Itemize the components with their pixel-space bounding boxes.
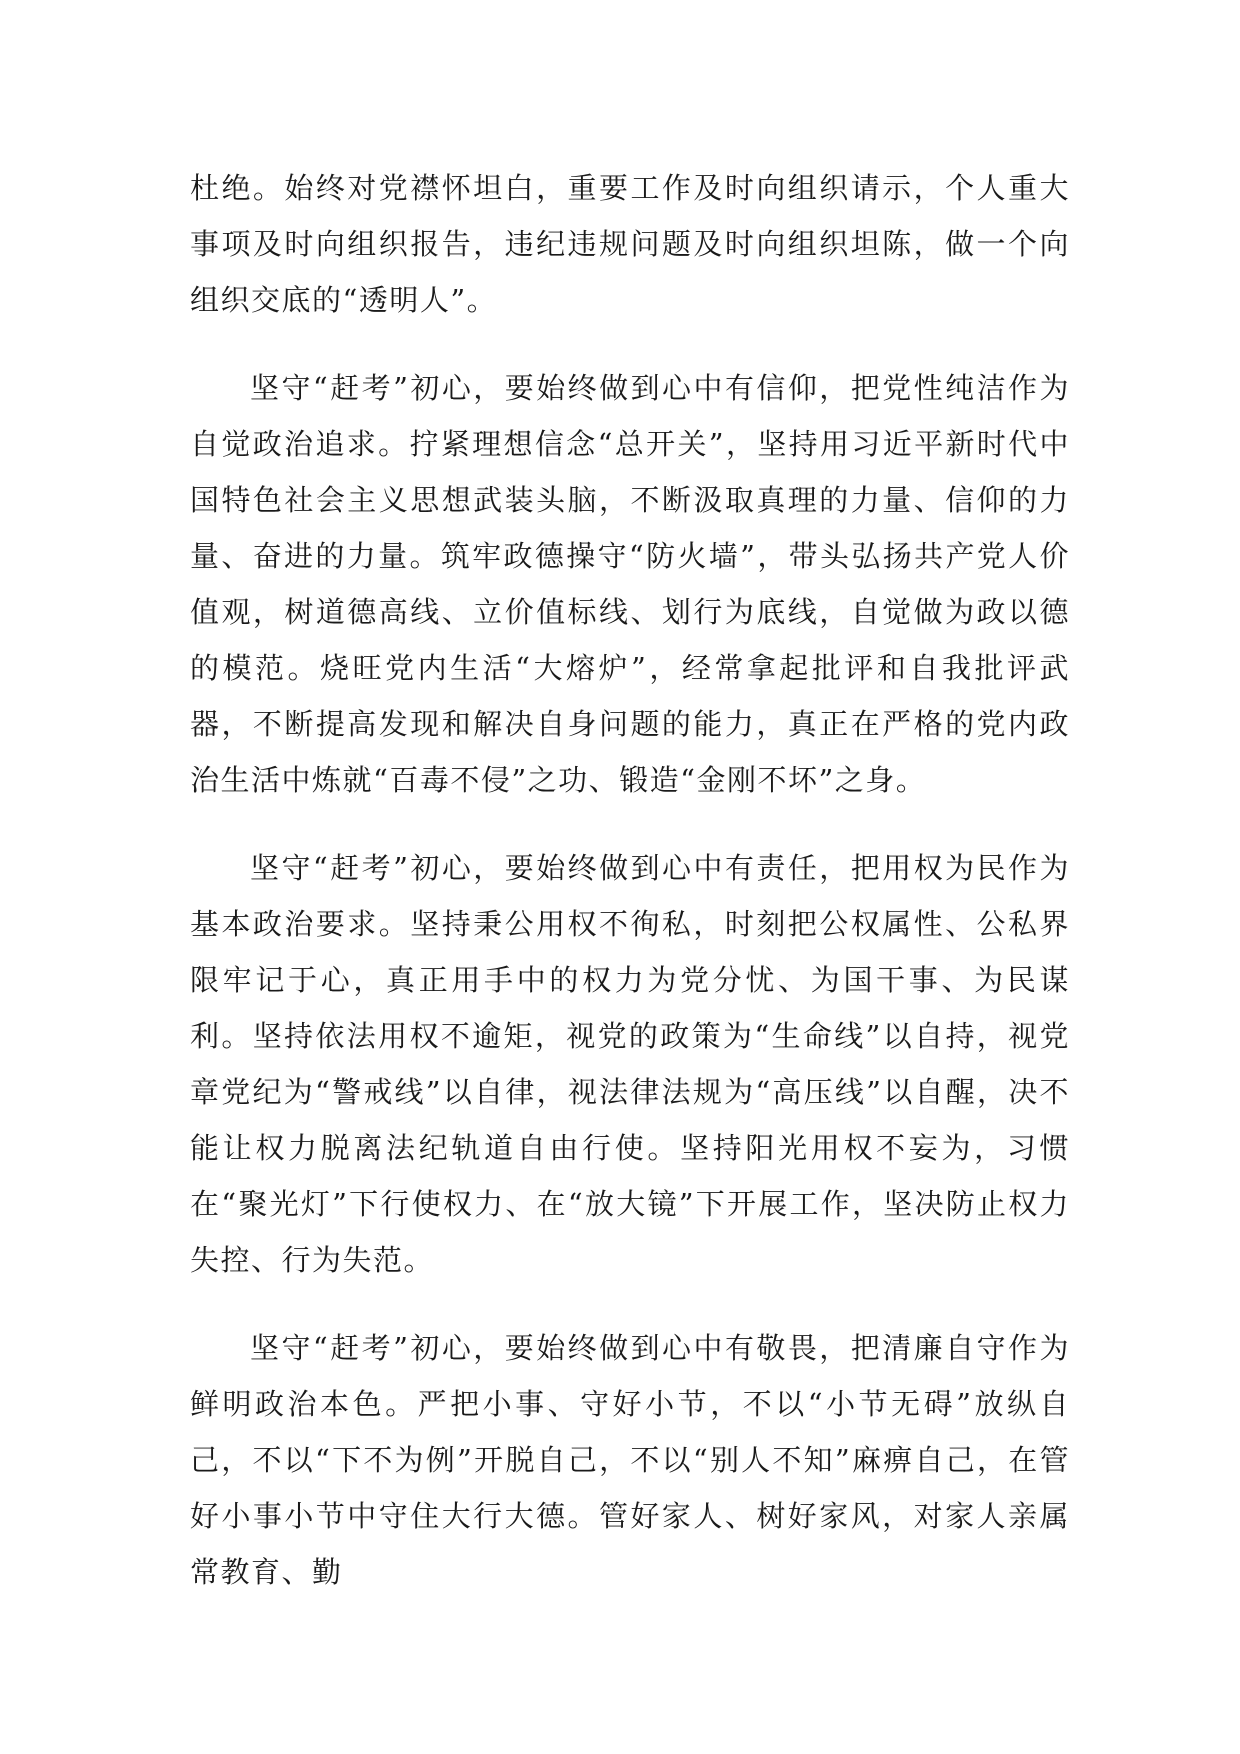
paragraph-continuation: 杜绝。始终对党襟怀坦白，重要工作及时向组织请示，个人重大事项及时向组织报告，违纪违规问题及时向组织坦陈，做一个向组织交底的“透明人”。 (190, 171, 1070, 317)
body-text (190, 160, 1070, 1632)
paragraph-reverence: 坚守“赶考”初心，要始终做到心中有敬畏，把清廉自守作为鲜明政治本色。严把小事、守好小节，不以“小节无碍”放纵自己，不以“下不为例”开脱自己，不以“别人不知”麻痹自己，在管好小事小节中守住大行大德。管好家人、树好家风，对家人亲属常教育、勤 (190, 1331, 1070, 1589)
paragraph-responsibility: 坚守“赶考”初心，要始终做到心中有责任，把用权为民作为基本政治要求。坚持秉公用权不徇私，时刻把公权属性、公私界限牢记于心，真正用手中的权力为党分忧、为国干事、为民谋利。坚持依法用权不逾矩，视党的政策为“生命线”以自持，视党章党纪为“警戒线”以自律，视法律法规为“高压线”以自醒，决不能让权力脱离法纪轨道自由行使。坚持阳光用权不妄为，习惯在“聚光灯”下行使权力、在“放大镜”下开展工作，坚决防止权力失控、行为失范。 (190, 851, 1070, 1277)
paragraph-faith: 坚守“赶考”初心，要始终做到心中有信仰，把党性纯洁作为自觉政治追求。拧紧理想信念“总开关”，坚持用习近平新时代中国特色社会主义思想武装头脑，不断汲取真理的力量、信仰的力量、奋进的力量。筑牢政德操守“防火墙”，带头弘扬共产党人价值观，树道德高线、立价值标线、划行为底线，自觉做为政以德的模范。烧旺党内生活“大熔炉”，经常拿起批评和自我批评武器，不断提高发现和解决自身问题的能力，真正在严格的党内政治生活中炼就“百毒不侵”之功、锻造“金刚不坏”之身。 (190, 371, 1070, 797)
